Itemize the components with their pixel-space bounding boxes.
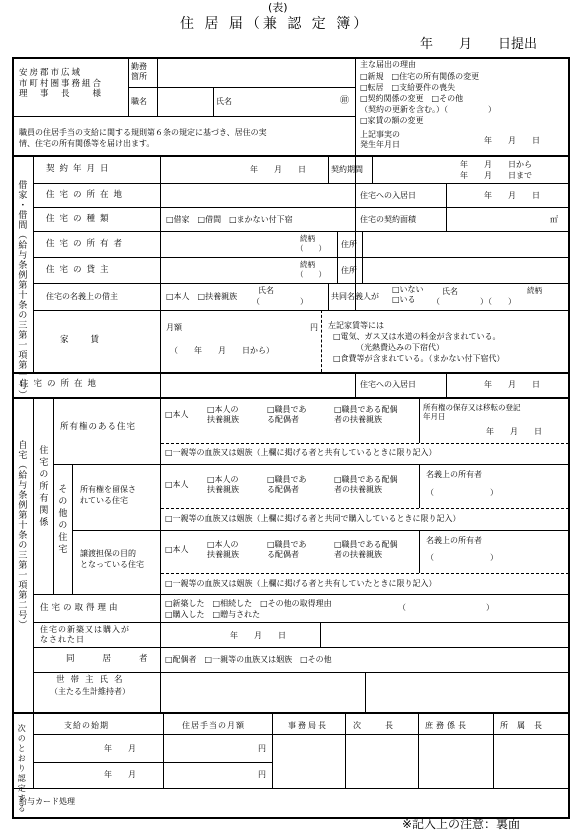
lessee-label: 住宅の名義上の借主	[46, 292, 118, 301]
addressee: 安房郡市広域 市町村圏事務組合 理 事 長 様	[19, 68, 104, 100]
area-unit: ㎡	[550, 215, 558, 224]
owner-spouse-3[interactable]: □職員であ る配偶者	[267, 540, 307, 559]
rental-section-label: 借家・借間（給与条例第十条の三第一項第一号）	[16, 180, 27, 400]
approver-secretary-general: 事務局長	[288, 721, 328, 730]
owned-section-label: 自宅（給与条例第十条の三第一項第二号）	[16, 440, 27, 630]
joint-name-label: 氏名	[442, 287, 458, 296]
submit-date: 年 月 日提出	[420, 37, 538, 52]
reasons-title: 主な届出の理由	[360, 60, 416, 69]
contract-period-label: 契約期間	[331, 165, 363, 174]
monthly-rent-label: 月額	[166, 323, 182, 332]
nominal-owner-paren-2[interactable]: （ ）	[426, 553, 498, 562]
amount-yen-2: 円	[258, 770, 266, 779]
householder-label: 世帯主氏名	[56, 675, 129, 685]
reason-rent-change[interactable]: □家賃の額の変更	[360, 116, 424, 125]
declaration-text: 職員の住居手当の支給に関する規則第６条の規定に基づき、居住の実 情、住宅の所有関係等を届け出ます。	[19, 128, 267, 148]
seal-box-general-affairs[interactable]	[420, 736, 492, 786]
reason-move-loss[interactable]: □転居 □支給要件の喪失	[360, 83, 456, 92]
contract-date-label: 契約年月日	[46, 164, 114, 174]
acquire-reason-options[interactable]: □新築した □相続した □その他の取得理由 □購入した □贈与された	[165, 599, 332, 620]
nominal-owner-paren-1[interactable]: （ ）	[426, 488, 498, 497]
cohabitant-options[interactable]: □配偶者 □一親等の血族又は姻族 □その他	[165, 655, 332, 664]
owner-relation-label: 続柄	[300, 234, 315, 243]
lessee-name-label: 氏名	[258, 286, 274, 295]
rent-includes-title: 左記家賃等には	[328, 321, 384, 330]
approver-general-affairs: 庶務係長	[425, 721, 469, 730]
office-label: 勤務 箇所	[131, 62, 147, 81]
joint-owner-label: 共同名義人が	[331, 292, 379, 301]
householder-sub: （主たる生計維持者）	[50, 687, 130, 696]
contract-period-to[interactable]: 年 月 日まで	[460, 171, 532, 180]
joint-paren[interactable]: （ ）（ ）	[432, 297, 516, 306]
landlord-label: 住宅の貸主	[46, 265, 114, 275]
rental-address-field[interactable]	[162, 185, 352, 205]
other-house-label: その他の住宅	[56, 484, 67, 556]
lessee-name-paren[interactable]: （ ）	[252, 297, 308, 306]
name-label: 氏名	[216, 97, 232, 106]
rent-from-date[interactable]: （ 年 月 日から）	[170, 346, 274, 355]
side-label: (表)	[268, 1, 288, 14]
seal-box-deputy[interactable]	[347, 736, 417, 786]
event-date-value[interactable]: 年 月 日	[484, 136, 540, 145]
owner-relation-paren[interactable]: （ ）	[296, 244, 326, 253]
house-kind-options[interactable]: □借家 □借間 □まかない付下宿	[166, 215, 293, 224]
owner-residence-label: 住所	[341, 240, 357, 249]
salary-card-label: 給与カード処理	[19, 797, 75, 806]
rent-label: 家賃	[60, 335, 122, 345]
owner-self-3[interactable]: □本人	[165, 545, 189, 554]
landlord-relation-paren[interactable]: （ ）	[296, 270, 326, 279]
reason-new-rehouse[interactable]: □新規 □住宅の所有関係の変更	[360, 72, 480, 81]
approver-deputy: 次長	[353, 721, 417, 730]
lessee-options[interactable]: □本人 □扶養親族	[166, 292, 238, 301]
transfer-house-label: 譲渡担保の目的 となっている住宅	[80, 549, 144, 569]
acquire-other-paren[interactable]: （ ）	[398, 603, 494, 612]
owner-spouse-1[interactable]: □職員であ る配偶者	[267, 405, 307, 424]
start-date-1[interactable]: 年 月	[104, 744, 136, 753]
owner-spouse-dependent-1[interactable]: □職員である配偶 者の扶養親族	[334, 405, 398, 424]
owner-self-2[interactable]: □本人	[165, 480, 189, 489]
owner-self-1[interactable]: □本人	[165, 410, 189, 419]
rent-includes-utilities[interactable]: □電気、ガス又は水道の料金が含まれている。	[333, 332, 501, 341]
new-purchase-date-value[interactable]: 年 月 日	[230, 631, 286, 640]
owner-dependent-2[interactable]: □本人の 扶養親族	[207, 475, 239, 494]
new-purchase-date-label: 住宅の新築又は購入が なされた日	[40, 625, 130, 644]
monthly-amount-label: 住居手当の月額	[182, 721, 245, 730]
page-title: 住 居 届（兼 認 定 簿）	[180, 16, 371, 32]
owned-address-label: 住宅の所在地	[20, 379, 102, 389]
owner-dependent-3[interactable]: □本人の 扶養親族	[207, 540, 239, 559]
house-kind-label: 住宅の種類	[46, 214, 114, 224]
seal-box-department-head[interactable]	[495, 736, 567, 786]
name-field[interactable]	[240, 89, 336, 115]
reserved-house-label: 所有権を留保さ れている住宅	[80, 485, 136, 505]
family-line-2[interactable]: □一親等の血族又は姻族（上欄に掲げる者と共同で購入しているときに限り記入）	[165, 514, 461, 523]
owned-move-in-value[interactable]: 年 月 日	[484, 380, 540, 389]
decision-label: 次のとおり認定する	[17, 724, 27, 814]
position-label: 職名	[131, 97, 147, 106]
landlord-residence-label: 住所	[341, 266, 357, 275]
start-date-2[interactable]: 年 月	[104, 770, 136, 779]
householder-field[interactable]	[162, 674, 362, 710]
event-date-label: 上記事実の 発生年月日	[360, 130, 400, 149]
acquire-reason-label: 住宅の取得理由	[40, 603, 121, 613]
owner-spouse-2[interactable]: □職員であ る配偶者	[267, 475, 307, 494]
contract-date-value[interactable]: 年 月 日	[250, 165, 306, 174]
owner-spouse-dependent-2[interactable]: □職員である配偶 者の扶養親族	[334, 475, 398, 494]
registration-date-label: 所有権の保存又は移転の登記 年月日	[423, 403, 521, 422]
rent-includes-utilities-note: （光熱費込みの下宿代）	[356, 343, 444, 352]
rental-move-in-value[interactable]: 年 月 日	[484, 191, 540, 200]
family-line-3[interactable]: □一親等の血族又は姻族（上欄に掲げる者と共有していたときに限り記入）	[165, 579, 437, 588]
owner-spouse-dependent-3[interactable]: □職員である配偶 者の扶養親族	[334, 540, 398, 559]
house-owner-label: 住宅の所有者	[46, 239, 128, 249]
start-period-label: 支給の始期	[64, 721, 109, 730]
joint-relation-label: 続柄	[527, 286, 542, 295]
reason-contract-other[interactable]: □契約関係の変更 □その他	[360, 94, 464, 103]
nominal-owner-label-1: 名義上の所有者	[426, 470, 482, 479]
footer-note: ※記入上の注意：裏面	[402, 817, 521, 831]
landlord-relation-label: 続柄	[300, 260, 315, 269]
rent-includes-meals[interactable]: □食費等が含まれている。（まかない付下宿代）	[333, 354, 505, 363]
rental-move-in-label: 住宅への入居日	[360, 191, 416, 200]
cohabitant-label: 同居者	[66, 654, 176, 664]
office-field[interactable]	[158, 60, 354, 86]
owned-address-field[interactable]	[162, 375, 352, 395]
registration-date-value[interactable]: 年 月 日	[486, 427, 542, 436]
amount-yen-1: 円	[258, 744, 266, 753]
owned-move-in-label: 住宅への入居日	[360, 380, 416, 389]
rental-address-label: 住宅の所在地	[46, 190, 128, 200]
nominal-owner-label-2: 名義上の所有者	[426, 536, 482, 545]
contract-period-from[interactable]: 年 月 日から	[460, 160, 532, 169]
family-line-1[interactable]: □一親等の血族又は姻族（上欄に掲げる者と共有しているときに限り記入）	[165, 448, 437, 457]
reason-contract-renewal: （契約の更新を含む。）（ ）	[360, 105, 496, 114]
approver-department-head: 所属長	[500, 721, 551, 730]
position-field[interactable]	[158, 89, 212, 115]
seal-box-secretary-general[interactable]	[274, 736, 344, 786]
seal-icon: ㊞	[340, 96, 350, 106]
joint-owner-options[interactable]: □いない □いる	[392, 285, 424, 304]
right-house-label: 所有権のある住宅	[60, 422, 137, 432]
contract-area-label: 住宅の契約面積	[360, 215, 416, 224]
monthly-rent-yen: 円	[310, 323, 318, 332]
ownership-relation-label: 住宅の所有関係	[37, 445, 48, 529]
owner-dependent-1[interactable]: □本人の 扶養親族	[207, 405, 239, 424]
